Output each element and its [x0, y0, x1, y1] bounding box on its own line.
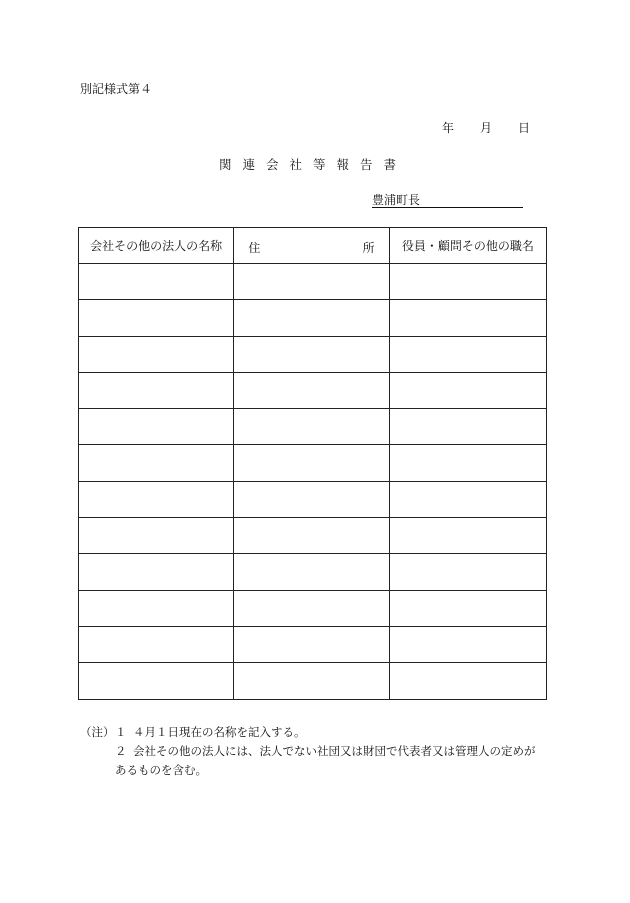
role-cell[interactable]	[389, 590, 546, 626]
role-cell[interactable]	[389, 626, 546, 662]
table-row	[79, 264, 547, 300]
address-cell[interactable]	[234, 590, 389, 626]
company-name-cell[interactable]	[79, 409, 234, 445]
addressee: 豊浦町長	[372, 193, 523, 208]
table-row	[79, 663, 547, 699]
company-name-cell[interactable]	[79, 300, 234, 336]
month-label: 月	[480, 121, 493, 135]
company-name-cell[interactable]	[79, 336, 234, 372]
table-row	[79, 626, 547, 662]
note-2-text: 会社その他の法人には、法人でない社団又は財団で代表者又は管理人の定めが	[133, 744, 536, 758]
role-cell[interactable]	[389, 554, 546, 590]
company-name-cell[interactable]	[79, 445, 234, 481]
table-row	[79, 590, 547, 626]
address-cell[interactable]	[234, 663, 389, 699]
notes-label: （注）	[80, 725, 115, 739]
table-body	[79, 264, 547, 700]
table-row	[79, 336, 547, 372]
company-name-cell[interactable]	[79, 518, 234, 554]
role-cell[interactable]	[389, 409, 546, 445]
note-2-continuation: あるものを含む。	[115, 763, 207, 777]
address-cell[interactable]	[234, 518, 389, 554]
company-name-cell[interactable]	[79, 264, 234, 300]
address-cell[interactable]	[234, 409, 389, 445]
table-row	[79, 554, 547, 590]
company-name-cell[interactable]	[79, 626, 234, 662]
role-cell[interactable]	[389, 518, 546, 554]
role-cell[interactable]	[389, 445, 546, 481]
header-company-name: 会社その他の法人の名称	[79, 228, 234, 264]
document-title: 関連会社等報告書	[219, 157, 408, 172]
address-cell[interactable]	[234, 300, 389, 336]
note-1-number: １	[115, 725, 127, 739]
header-address	[234, 228, 389, 264]
role-cell[interactable]	[389, 336, 546, 372]
table-row	[79, 445, 547, 481]
day-label: 日	[518, 121, 531, 135]
table-row	[79, 372, 547, 408]
header-address-part1: 住	[248, 241, 261, 255]
address-cell[interactable]	[234, 336, 389, 372]
address-cell[interactable]	[234, 445, 389, 481]
header-address-part2: 所	[362, 241, 375, 255]
address-cell[interactable]	[234, 554, 389, 590]
note-1-text: ４月１日現在の名称を記入する。	[133, 725, 306, 739]
role-cell[interactable]	[389, 663, 546, 699]
role-cell[interactable]	[389, 264, 546, 300]
address-cell[interactable]	[234, 264, 389, 300]
year-label: 年	[442, 121, 455, 135]
report-table	[78, 227, 547, 700]
table-row	[79, 518, 547, 554]
role-cell[interactable]	[389, 481, 546, 517]
company-name-cell[interactable]	[79, 372, 234, 408]
note-2-number: ２	[115, 744, 127, 758]
header-row	[79, 228, 547, 264]
date-line	[442, 119, 530, 136]
company-name-cell[interactable]	[79, 663, 234, 699]
address-cell[interactable]	[234, 372, 389, 408]
address-cell[interactable]	[234, 626, 389, 662]
company-name-cell[interactable]	[79, 554, 234, 590]
form-number: 別記様式第４	[80, 82, 153, 96]
header-role: 役員・顧問その他の職名	[389, 228, 546, 264]
table-row	[79, 409, 547, 445]
company-name-cell[interactable]	[79, 481, 234, 517]
address-cell[interactable]	[234, 481, 389, 517]
table-row	[79, 300, 547, 336]
role-cell[interactable]	[389, 300, 546, 336]
company-name-cell[interactable]	[79, 590, 234, 626]
table-row	[79, 481, 547, 517]
role-cell[interactable]	[389, 372, 546, 408]
